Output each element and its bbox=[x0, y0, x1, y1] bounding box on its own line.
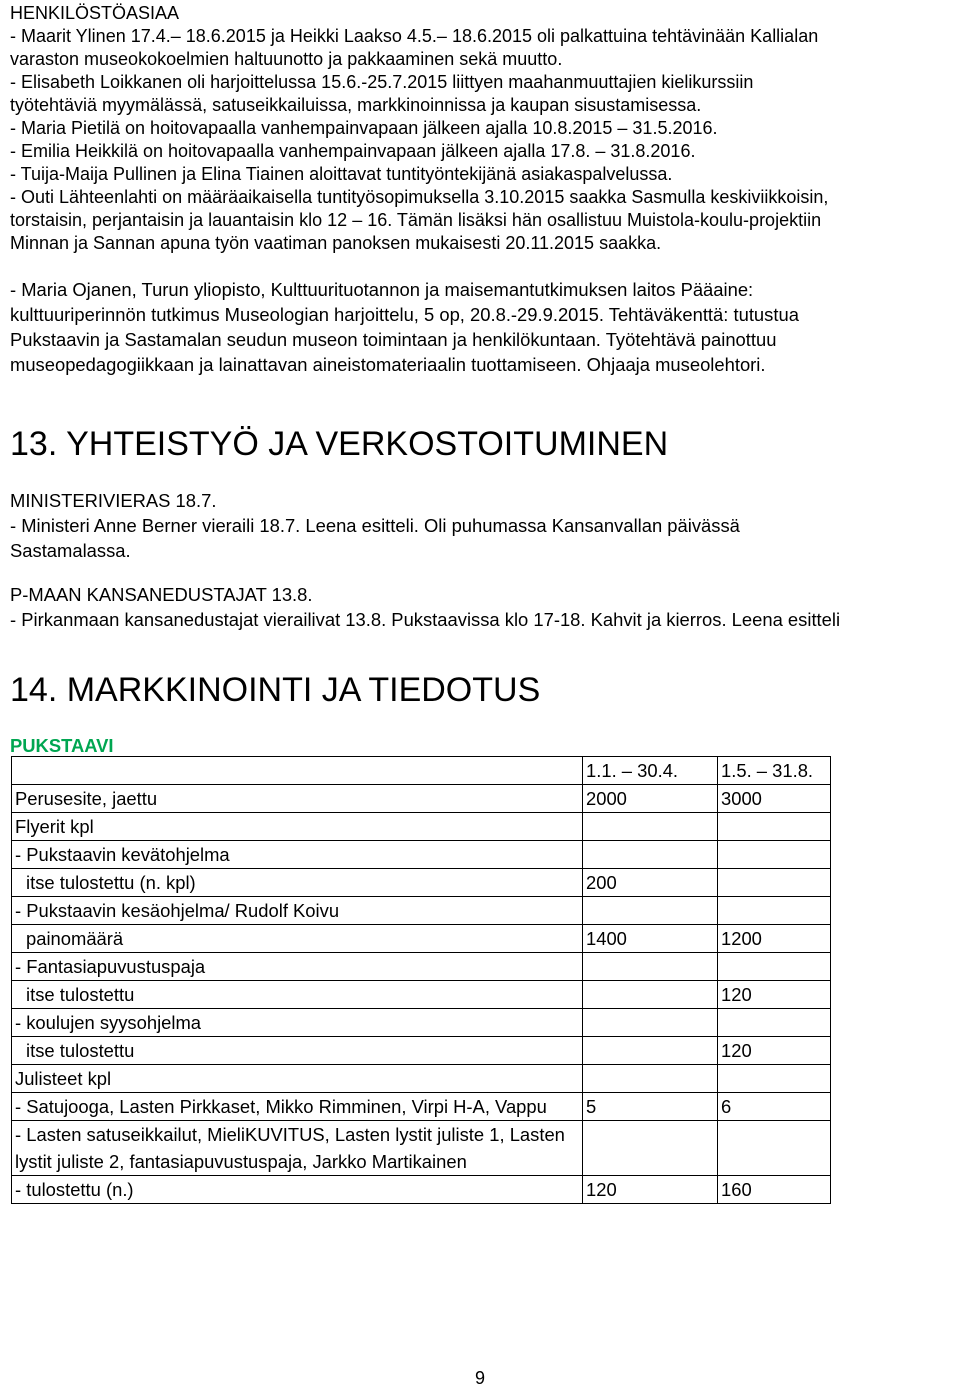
pukstaavi-subheading: PUKSTAAVI bbox=[10, 735, 114, 756]
table-label-cell: - tulostettu (n.) bbox=[12, 1176, 583, 1204]
text-line: Sastamalassa. bbox=[10, 540, 131, 561]
table-row bbox=[12, 813, 831, 841]
table-value-cell bbox=[718, 953, 831, 981]
table-value-cell: 2000 bbox=[583, 785, 718, 813]
table-row bbox=[12, 1121, 831, 1176]
table-label-cell: painomäärä bbox=[12, 925, 583, 953]
text-line: Minnan ja Sannan apuna työn vaatiman panoksen mukaisesti 20.11.2015 saakka. bbox=[10, 233, 662, 253]
text-line: varaston museokokoelmien haltuunotto ja pakkaaminen sekä muutto. bbox=[10, 49, 563, 69]
table-row bbox=[12, 869, 831, 897]
table-label-cell: itse tulostettu bbox=[12, 981, 583, 1009]
table-label-cell: - Satujooga, Lasten Pirkkaset, Mikko Rimminen, Virpi H-A, Vappu bbox=[12, 1093, 583, 1121]
text-line: museopedagogiikkaan ja lainattavan aineistomateriaalin tuottamiseen. Ohjaaja museolehtori. bbox=[10, 354, 766, 375]
table-row bbox=[12, 1093, 831, 1121]
text-line: - Tuija-Maija Pullinen ja Elina Tiainen aloittavat tuntityöntekijänä asiakaspalvelussa. bbox=[10, 164, 673, 184]
section-13-title: 13. YHTEISTYÖ JA VERKOSTOITUMINEN bbox=[10, 425, 669, 463]
table-value-cell bbox=[583, 953, 718, 981]
table-value-cell: 1.1. – 30.4. bbox=[583, 757, 718, 785]
table-value-cell: 5 bbox=[583, 1093, 718, 1121]
table-label-cell: itse tulostettu (n. kpl) bbox=[12, 869, 583, 897]
table-label-cell: Perusesite, jaettu bbox=[12, 785, 583, 813]
table-label-cell: - Lasten satuseikkailut, MieliKUVITUS, Lasten lystit juliste 1, Lasten lystit juliste 2, fantasiapuvustuspaja, Jarkko Martikainen bbox=[12, 1121, 583, 1176]
table-value-cell bbox=[583, 1037, 718, 1065]
table-row bbox=[12, 785, 831, 813]
page-number: 9 bbox=[474, 1368, 485, 1388]
text-line: kulttuuriperinnön tutkimus Museologian harjoittelu, 5 op, 20.8.-29.9.2015. Tehtäväkenttä: tutustua bbox=[10, 304, 799, 325]
table-row bbox=[12, 1065, 831, 1093]
text-line: - Emilia Heikkilä on hoitovapaalla vanhempainvapaan jälkeen ajalla 17.8. – 31.8.2016. bbox=[10, 141, 696, 161]
table-value-cell bbox=[718, 813, 831, 841]
table-label-cell: Flyerit kpl bbox=[12, 813, 583, 841]
table-value-cell bbox=[718, 1009, 831, 1037]
table-value-cell: 6 bbox=[718, 1093, 831, 1121]
table-value-cell bbox=[583, 841, 718, 869]
table-value-cell bbox=[718, 869, 831, 897]
mp-heading: P-MAAN KANSANEDUSTAJAT 13.8. bbox=[10, 584, 313, 605]
text-line: - Maria Pietilä on hoitovapaalla vanhempainvapaan jälkeen ajalla 10.8.2015 – 31.5.2016. bbox=[10, 118, 718, 138]
mp-block bbox=[10, 582, 840, 632]
text-line: työtehtäviä myymälässä, satuseikkailuissa, markkinoinnissa ja kaupan sisustamisessa. bbox=[10, 95, 702, 115]
table-label-cell: - Pukstaavin kevätohjelma bbox=[12, 841, 583, 869]
table-value-cell: 160 bbox=[718, 1176, 831, 1204]
table-label-cell: - Fantasiapuvustuspaja bbox=[12, 953, 583, 981]
table-value-cell bbox=[718, 1065, 831, 1093]
text-line: - Pirkanmaan kansanedustajat vierailivat 13.8. Pukstaavissa klo 17-18. Kahvit ja kierros. Leena esitteli bbox=[10, 609, 841, 630]
table-value-cell bbox=[718, 1121, 831, 1176]
table-header-row bbox=[12, 757, 831, 785]
table-value-cell: 1200 bbox=[718, 925, 831, 953]
table-row bbox=[12, 897, 831, 925]
section-14-title: 14. MARKKINOINTI JA TIEDOTUS bbox=[10, 671, 541, 709]
text-line: Pukstaavin ja Sastamalan seudun museon toimintaan ja henkilökuntaan. Työtehtävä painottuu bbox=[10, 329, 777, 350]
minister-lines bbox=[10, 513, 740, 563]
table-label-cell: Julisteet kpl bbox=[12, 1065, 583, 1093]
table-value-cell: 120 bbox=[583, 1176, 718, 1204]
table-label-cell bbox=[12, 757, 583, 785]
table-row bbox=[12, 953, 831, 981]
table-value-cell bbox=[583, 981, 718, 1009]
table-value-cell bbox=[718, 841, 831, 869]
staff-section bbox=[10, 2, 828, 377]
table-value-cell: 120 bbox=[718, 1037, 831, 1065]
table-value-cell: 3000 bbox=[718, 785, 831, 813]
mp-lines bbox=[10, 607, 840, 632]
table-row bbox=[12, 1009, 831, 1037]
text-line: - Elisabeth Loikkanen oli harjoittelussa 15.6.-25.7.2015 liittyen maahanmuuttajien kielikurssiin bbox=[10, 72, 754, 92]
text-line: - Maria Ojanen, Turun yliopisto, Kulttuurituotannon ja maisemantutkimuksen laitos Pääaine: bbox=[10, 279, 754, 300]
text-line: torstaisin, perjantaisin ja lauantaisin klo 12 – 16. Tämän lisäksi hän osallistuu Muistola-koulu-projektiin bbox=[10, 210, 822, 230]
minister-heading: MINISTERIVIERAS 18.7. bbox=[10, 490, 217, 511]
intern-lines bbox=[10, 277, 828, 377]
text-line: - Outi Lähteenlahti on määräaikaisella tuntityösopimuksella 3.10.2015 saakka Sasmulla keskiviikkoisin, bbox=[10, 187, 829, 207]
table-value-cell: 200 bbox=[583, 869, 718, 897]
table-row bbox=[12, 1037, 831, 1065]
table-value-cell bbox=[583, 1009, 718, 1037]
table-row bbox=[12, 841, 831, 869]
table-value-cell: 1400 bbox=[583, 925, 718, 953]
table-value-cell: 1.5. – 31.8. bbox=[718, 757, 831, 785]
marketing-table bbox=[11, 756, 831, 1204]
text-line: - Maarit Ylinen 17.4.– 18.6.2015 ja Heikki Laakso 4.5.– 18.6.2015 oli palkattuina tehtävinään Kallialan bbox=[10, 26, 819, 46]
table-label-cell: itse tulostettu bbox=[12, 1037, 583, 1065]
table-label-cell: - Pukstaavin kesäohjelma/ Rudolf Koivu bbox=[12, 897, 583, 925]
table-row bbox=[12, 925, 831, 953]
table-label-cell: - koulujen syysohjelma bbox=[12, 1009, 583, 1037]
staff-lines bbox=[10, 25, 828, 255]
table-value-cell bbox=[583, 1065, 718, 1093]
table-row bbox=[12, 981, 831, 1009]
table-value-cell bbox=[583, 1121, 718, 1176]
staff-heading: HENKILÖSTÖASIAA bbox=[10, 3, 180, 23]
table-value-cell bbox=[583, 897, 718, 925]
table-value-cell bbox=[583, 813, 718, 841]
minister-block bbox=[10, 488, 740, 563]
table-value-cell bbox=[718, 897, 831, 925]
table-value-cell: 120 bbox=[718, 981, 831, 1009]
text-line: - Ministeri Anne Berner vieraili 18.7. Leena esitteli. Oli puhumassa Kansanvallan päivässä bbox=[10, 515, 740, 536]
table-row bbox=[12, 1176, 831, 1204]
